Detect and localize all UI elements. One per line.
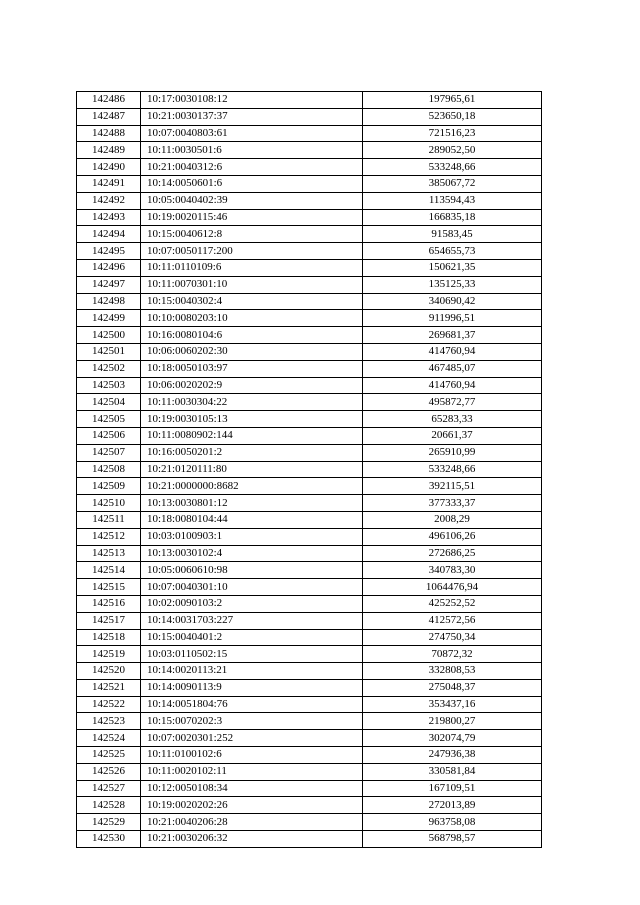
row-amount-cell: 91583,45 bbox=[363, 226, 542, 243]
row-amount-cell: 496106,26 bbox=[363, 528, 542, 545]
table-row bbox=[77, 511, 542, 528]
table-row bbox=[77, 797, 542, 814]
row-amount-cell: 70872,32 bbox=[363, 646, 542, 663]
row-id-cell: 142523 bbox=[77, 713, 141, 730]
row-code-cell: 10:07:0040803:61 bbox=[141, 125, 363, 142]
row-code-cell: 10:15:0040302:4 bbox=[141, 293, 363, 310]
row-code-cell: 10:21:0030206:32 bbox=[141, 831, 363, 848]
row-code-cell: 10:11:0030304:22 bbox=[141, 394, 363, 411]
row-amount-cell: 167109,51 bbox=[363, 780, 542, 797]
row-code-cell: 10:21:0040206:28 bbox=[141, 814, 363, 831]
row-amount-cell: 911996,51 bbox=[363, 310, 542, 327]
row-id-cell: 142492 bbox=[77, 192, 141, 209]
row-id-cell: 142486 bbox=[77, 92, 141, 109]
row-code-cell: 10:14:0031703:227 bbox=[141, 612, 363, 629]
row-code-cell: 10:19:0030105:13 bbox=[141, 411, 363, 428]
table-row bbox=[77, 394, 542, 411]
row-id-cell: 142517 bbox=[77, 612, 141, 629]
row-id-cell: 142494 bbox=[77, 226, 141, 243]
table-row bbox=[77, 276, 542, 293]
row-amount-cell: 113594,43 bbox=[363, 192, 542, 209]
table-row bbox=[77, 226, 542, 243]
table-row bbox=[77, 747, 542, 764]
row-id-cell: 142521 bbox=[77, 679, 141, 696]
row-id-cell: 142500 bbox=[77, 327, 141, 344]
table-row bbox=[77, 327, 542, 344]
table-row bbox=[77, 713, 542, 730]
row-id-cell: 142513 bbox=[77, 545, 141, 562]
row-amount-cell: 495872,77 bbox=[363, 394, 542, 411]
row-amount-cell: 523650,18 bbox=[363, 108, 542, 125]
table-row bbox=[77, 444, 542, 461]
row-amount-cell: 247936,38 bbox=[363, 747, 542, 764]
table-row bbox=[77, 259, 542, 276]
row-amount-cell: 265910,99 bbox=[363, 444, 542, 461]
table-row bbox=[77, 780, 542, 797]
row-amount-cell: 135125,33 bbox=[363, 276, 542, 293]
table-row bbox=[77, 595, 542, 612]
row-id-cell: 142493 bbox=[77, 209, 141, 226]
table-row bbox=[77, 360, 542, 377]
table-row bbox=[77, 343, 542, 360]
table-row bbox=[77, 427, 542, 444]
row-code-cell: 10:11:0030501:6 bbox=[141, 142, 363, 159]
row-code-cell: 10:14:0051804:76 bbox=[141, 696, 363, 713]
row-amount-cell: 533248,66 bbox=[363, 461, 542, 478]
row-id-cell: 142520 bbox=[77, 663, 141, 680]
table-row bbox=[77, 646, 542, 663]
row-code-cell: 10:13:0030102:4 bbox=[141, 545, 363, 562]
table-row bbox=[77, 696, 542, 713]
row-amount-cell: 274750,34 bbox=[363, 629, 542, 646]
table-row bbox=[77, 159, 542, 176]
row-amount-cell: 414760,94 bbox=[363, 343, 542, 360]
row-amount-cell: 533248,66 bbox=[363, 159, 542, 176]
row-id-cell: 142503 bbox=[77, 377, 141, 394]
row-amount-cell: 65283,33 bbox=[363, 411, 542, 428]
row-amount-cell: 1064476,94 bbox=[363, 579, 542, 596]
row-code-cell: 10:19:0020115:46 bbox=[141, 209, 363, 226]
row-amount-cell: 219800,27 bbox=[363, 713, 542, 730]
row-id-cell: 142527 bbox=[77, 780, 141, 797]
row-id-cell: 142488 bbox=[77, 125, 141, 142]
row-id-cell: 142525 bbox=[77, 747, 141, 764]
table-row bbox=[77, 814, 542, 831]
table-row bbox=[77, 831, 542, 848]
row-id-cell: 142507 bbox=[77, 444, 141, 461]
table-row bbox=[77, 763, 542, 780]
row-id-cell: 142506 bbox=[77, 427, 141, 444]
row-code-cell: 10:18:0080104:44 bbox=[141, 511, 363, 528]
row-code-cell: 10:17:0030108:12 bbox=[141, 92, 363, 109]
row-code-cell: 10:16:0080104:6 bbox=[141, 327, 363, 344]
row-id-cell: 142491 bbox=[77, 175, 141, 192]
row-code-cell: 10:21:0030137:37 bbox=[141, 108, 363, 125]
row-amount-cell: 340690,42 bbox=[363, 293, 542, 310]
row-code-cell: 10:21:0040312:6 bbox=[141, 159, 363, 176]
row-id-cell: 142487 bbox=[77, 108, 141, 125]
row-amount-cell: 275048,37 bbox=[363, 679, 542, 696]
row-id-cell: 142519 bbox=[77, 646, 141, 663]
table-row bbox=[77, 108, 542, 125]
data-table bbox=[76, 91, 542, 848]
row-code-cell: 10:15:0070202:3 bbox=[141, 713, 363, 730]
table-row bbox=[77, 209, 542, 226]
row-id-cell: 142505 bbox=[77, 411, 141, 428]
row-code-cell: 10:19:0020202:26 bbox=[141, 797, 363, 814]
row-id-cell: 142511 bbox=[77, 511, 141, 528]
row-id-cell: 142530 bbox=[77, 831, 141, 848]
row-code-cell: 10:15:0040612:8 bbox=[141, 226, 363, 243]
row-amount-cell: 269681,37 bbox=[363, 327, 542, 344]
row-code-cell: 10:05:0060610:98 bbox=[141, 562, 363, 579]
row-code-cell: 10:12:0050108:34 bbox=[141, 780, 363, 797]
table-row bbox=[77, 579, 542, 596]
table-row bbox=[77, 562, 542, 579]
table-row bbox=[77, 612, 542, 629]
row-code-cell: 10:11:0110109:6 bbox=[141, 259, 363, 276]
table-row bbox=[77, 663, 542, 680]
row-id-cell: 142516 bbox=[77, 595, 141, 612]
row-amount-cell: 289052,50 bbox=[363, 142, 542, 159]
table-row bbox=[77, 192, 542, 209]
row-id-cell: 142514 bbox=[77, 562, 141, 579]
row-id-cell: 142499 bbox=[77, 310, 141, 327]
table-row bbox=[77, 243, 542, 260]
row-code-cell: 10:21:0120111:80 bbox=[141, 461, 363, 478]
table-row bbox=[77, 730, 542, 747]
row-id-cell: 142508 bbox=[77, 461, 141, 478]
row-code-cell: 10:21:0000000:8682 bbox=[141, 478, 363, 495]
row-amount-cell: 385067,72 bbox=[363, 175, 542, 192]
row-code-cell: 10:15:0040401:2 bbox=[141, 629, 363, 646]
row-id-cell: 142522 bbox=[77, 696, 141, 713]
row-amount-cell: 20661,37 bbox=[363, 427, 542, 444]
row-amount-cell: 721516,23 bbox=[363, 125, 542, 142]
row-code-cell: 10:07:0020301:252 bbox=[141, 730, 363, 747]
row-amount-cell: 377333,37 bbox=[363, 495, 542, 512]
table-row bbox=[77, 461, 542, 478]
row-code-cell: 10:11:0080902:144 bbox=[141, 427, 363, 444]
row-code-cell: 10:13:0030801:12 bbox=[141, 495, 363, 512]
row-amount-cell: 302074,79 bbox=[363, 730, 542, 747]
row-amount-cell: 272686,25 bbox=[363, 545, 542, 562]
row-id-cell: 142518 bbox=[77, 629, 141, 646]
row-amount-cell: 332808,53 bbox=[363, 663, 542, 680]
row-amount-cell: 425252,52 bbox=[363, 595, 542, 612]
row-amount-cell: 150621,35 bbox=[363, 259, 542, 276]
row-id-cell: 142509 bbox=[77, 478, 141, 495]
row-amount-cell: 272013,89 bbox=[363, 797, 542, 814]
table-row bbox=[77, 528, 542, 545]
row-code-cell: 10:14:0020113:21 bbox=[141, 663, 363, 680]
row-code-cell: 10:11:0100102:6 bbox=[141, 747, 363, 764]
table-row bbox=[77, 545, 542, 562]
row-amount-cell: 197965,61 bbox=[363, 92, 542, 109]
row-id-cell: 142501 bbox=[77, 343, 141, 360]
row-code-cell: 10:05:0040402:39 bbox=[141, 192, 363, 209]
row-amount-cell: 654655,73 bbox=[363, 243, 542, 260]
row-id-cell: 142524 bbox=[77, 730, 141, 747]
row-id-cell: 142495 bbox=[77, 243, 141, 260]
row-id-cell: 142512 bbox=[77, 528, 141, 545]
table-row bbox=[77, 142, 542, 159]
row-id-cell: 142510 bbox=[77, 495, 141, 512]
row-amount-cell: 166835,18 bbox=[363, 209, 542, 226]
row-code-cell: 10:11:0070301:10 bbox=[141, 276, 363, 293]
row-code-cell: 10:06:0060202:30 bbox=[141, 343, 363, 360]
table-row bbox=[77, 411, 542, 428]
row-code-cell: 10:02:0090103:2 bbox=[141, 595, 363, 612]
table-row bbox=[77, 377, 542, 394]
row-code-cell: 10:07:0050117:200 bbox=[141, 243, 363, 260]
row-amount-cell: 414760,94 bbox=[363, 377, 542, 394]
row-id-cell: 142529 bbox=[77, 814, 141, 831]
row-amount-cell: 330581,84 bbox=[363, 763, 542, 780]
row-amount-cell: 392115,51 bbox=[363, 478, 542, 495]
row-code-cell: 10:14:0050601:6 bbox=[141, 175, 363, 192]
row-id-cell: 142489 bbox=[77, 142, 141, 159]
table-row bbox=[77, 92, 542, 109]
table-body bbox=[77, 92, 542, 848]
row-id-cell: 142515 bbox=[77, 579, 141, 596]
row-code-cell: 10:16:0050201:2 bbox=[141, 444, 363, 461]
row-amount-cell: 340783,30 bbox=[363, 562, 542, 579]
row-id-cell: 142504 bbox=[77, 394, 141, 411]
row-id-cell: 142490 bbox=[77, 159, 141, 176]
row-code-cell: 10:03:0100903:1 bbox=[141, 528, 363, 545]
row-code-cell: 10:11:0020102:11 bbox=[141, 763, 363, 780]
table-row bbox=[77, 679, 542, 696]
row-code-cell: 10:06:0020202:9 bbox=[141, 377, 363, 394]
row-id-cell: 142528 bbox=[77, 797, 141, 814]
row-amount-cell: 467485,07 bbox=[363, 360, 542, 377]
row-code-cell: 10:18:0050103:97 bbox=[141, 360, 363, 377]
table-row bbox=[77, 125, 542, 142]
row-amount-cell: 353437,16 bbox=[363, 696, 542, 713]
row-id-cell: 142496 bbox=[77, 259, 141, 276]
row-code-cell: 10:03:0110502:15 bbox=[141, 646, 363, 663]
table-row bbox=[77, 175, 542, 192]
row-id-cell: 142502 bbox=[77, 360, 141, 377]
table-row bbox=[77, 293, 542, 310]
table-row bbox=[77, 310, 542, 327]
table-row bbox=[77, 629, 542, 646]
table-row bbox=[77, 478, 542, 495]
row-amount-cell: 568798,57 bbox=[363, 831, 542, 848]
row-id-cell: 142498 bbox=[77, 293, 141, 310]
row-code-cell: 10:07:0040301:10 bbox=[141, 579, 363, 596]
row-amount-cell: 412572,56 bbox=[363, 612, 542, 629]
table-row bbox=[77, 495, 542, 512]
row-code-cell: 10:10:0080203:10 bbox=[141, 310, 363, 327]
row-amount-cell: 963758,08 bbox=[363, 814, 542, 831]
row-amount-cell: 2008,29 bbox=[363, 511, 542, 528]
row-id-cell: 142497 bbox=[77, 276, 141, 293]
row-code-cell: 10:14:0090113:9 bbox=[141, 679, 363, 696]
row-id-cell: 142526 bbox=[77, 763, 141, 780]
